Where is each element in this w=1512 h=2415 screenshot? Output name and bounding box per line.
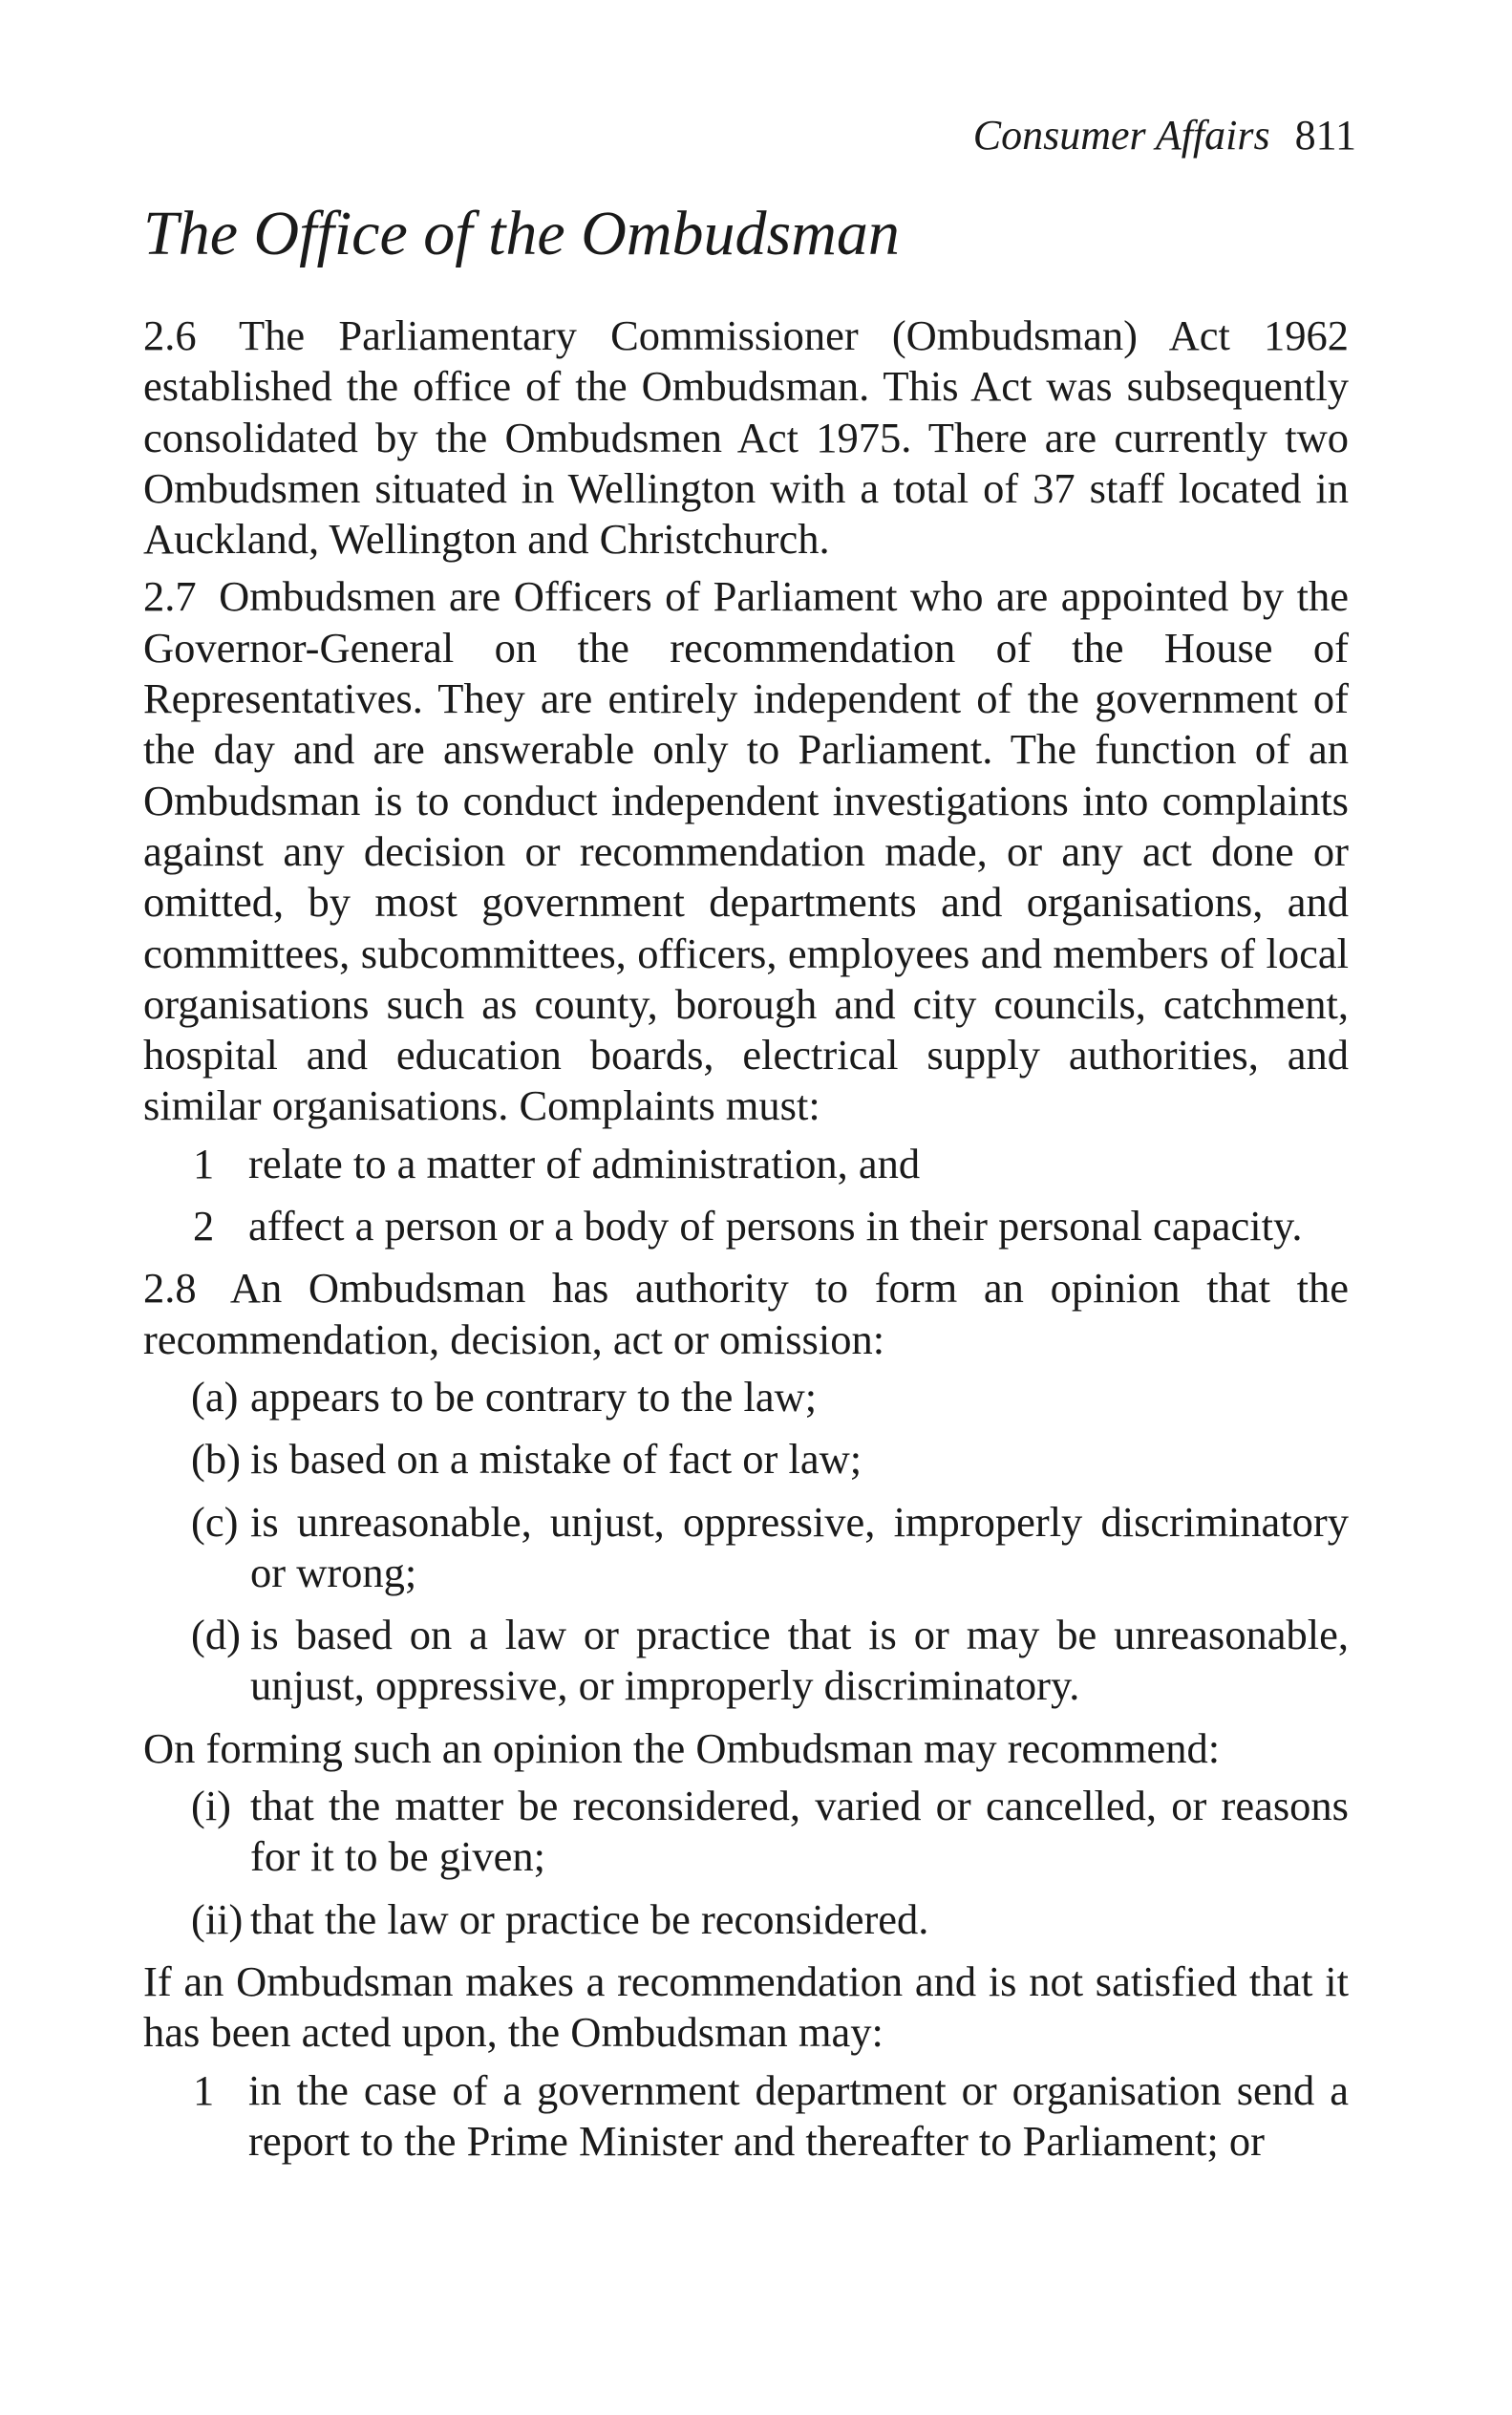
running-head-title: Consumer Affairs [972, 112, 1270, 159]
paragraph-text: Ombudsmen are Officers of Parliament who are appointed by the Governor-General on the recommendation of the House of Representatives. They are entirely independent of the government of the day and are answerable only to Parliament. The function of an Ombudsman is to conduct independent investigations into complaints against any decision or recommendation made, or any act done or omitted, by most government departments and organisations, and committees, subcommittees, officers, employees and members of local organisations such as county, borough and city councils, catchment, hospital and education boards, electrical supply authorities, and similar organisations. Complaints must: [143, 572, 1350, 1130]
list-marker: (a) [191, 1372, 239, 1421]
list-item-text: is based on a mistake of fact or law; [250, 1435, 862, 1484]
body-text [143, 310, 1349, 2178]
paragraph-text: If an Ombudsman makes a recommendation and is not satisfied that it has been acted upon, the Ombudsman may: [143, 1956, 1349, 2057]
paragraph-text: On forming such an opinion the Ombudsman may recommend: [143, 1723, 1221, 1772]
list-item [143, 1610, 1349, 1712]
recommendations-list [143, 1781, 1349, 1945]
list-item [143, 1894, 1349, 1945]
list-item-text: in the case of a government department or organisation send a report to the Prime Minister and thereafter to Parliament; or [248, 2065, 1349, 2165]
paragraph-2-6 [143, 310, 1349, 565]
paragraph-2-7 [143, 571, 1349, 1131]
list-marker: (b) [191, 1435, 241, 1484]
paragraph-text: The Parliamentary Commissioner (Ombudsman) Act 1962 established the office of the Ombudsman. This Act was subsequently consolidated by the Ombudsmen Act 1975. There are currently two Ombudsmen situated in Wellington with a total of 37 staff located in Auckland, Wellington and Christchurch. [143, 311, 1349, 564]
list-item-text: that the matter be reconsidered, varied or cancelled, or reasons for it to be given; [250, 1782, 1349, 1881]
list-item-text: that the law or practice be reconsidered. [250, 1894, 929, 1943]
list-marker: 1 [193, 1139, 215, 1187]
list-marker: (c) [191, 1497, 239, 1546]
paragraph-number: 2.7 [143, 572, 197, 621]
list-item-text: is based on a law or practice that is or may be unreasonable, unjust, oppressive, or improperly discriminatory. [250, 1611, 1349, 1710]
complaint-conditions-list [143, 1139, 1349, 1252]
paragraph-number: 2.8 [143, 1264, 197, 1313]
list-marker: (i) [191, 1782, 232, 1830]
list-item [143, 1139, 1349, 1189]
list-item [143, 1201, 1349, 1251]
list-item-text: appears to be contrary to the law; [250, 1372, 818, 1421]
paragraph-number: 2.6 [143, 311, 197, 359]
running-head [973, 111, 1356, 160]
list-item-text: affect a person or a body of persons in their personal capacity. [248, 1202, 1303, 1250]
list-marker: 1 [193, 2065, 215, 2114]
page-number: 811 [1294, 112, 1356, 159]
paragraph-2-8 [143, 1263, 1349, 1365]
section-title: The Office of the Ombudsman [143, 199, 900, 268]
list-marker: (d) [191, 1611, 241, 1659]
paragraph-recommend [143, 1723, 1349, 1774]
list-item [143, 1434, 1349, 1485]
list-marker: (ii) [191, 1894, 244, 1943]
list-item [143, 1372, 1349, 1422]
list-item-text: is unreasonable, unjust, oppressive, improperly discriminatory or wrong; [250, 1497, 1349, 1596]
paragraph-not-satisfied [143, 1956, 1349, 2059]
list-item [143, 2065, 1349, 2168]
escalation-list [143, 2065, 1349, 2168]
list-item [143, 1781, 1349, 1883]
paragraph-text: An Ombudsman has authority to form an opinion that the recommendation, decision, act or omission: [143, 1264, 1350, 1363]
opinion-grounds-list [143, 1372, 1349, 1712]
list-marker: 2 [193, 1202, 215, 1250]
list-item-text: relate to a matter of administration, and [248, 1139, 921, 1187]
list-item [143, 1497, 1349, 1599]
